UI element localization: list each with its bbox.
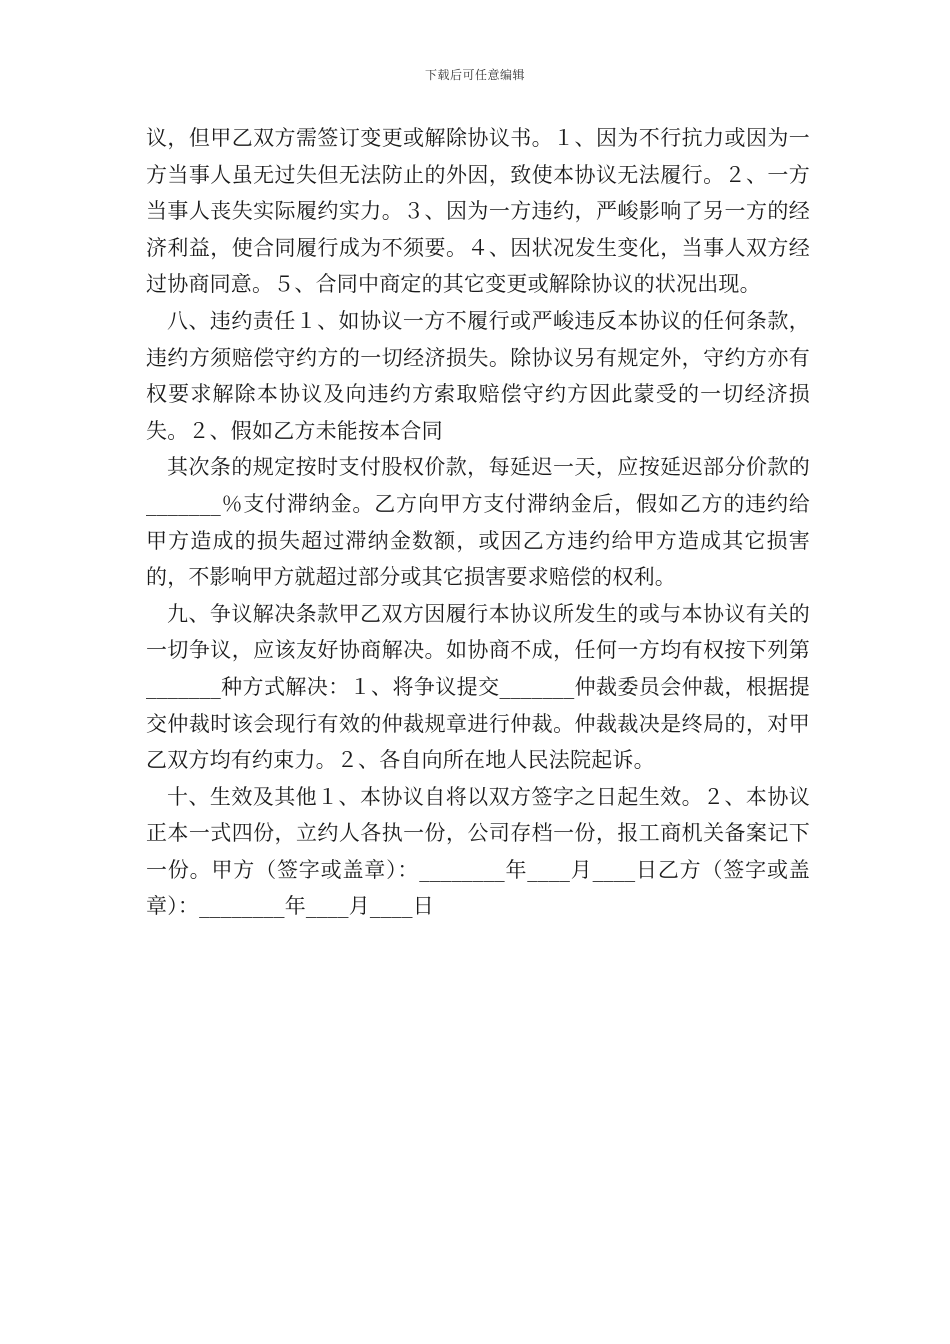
paragraph-effectiveness-signatures: 十、生效及其他１、本协议自将以双方签字之日起生效。２、本协议正本一式四份，立约人各执一份，公司存档一份，报工商机关备案记下一份。甲方（签字或盖章）：________年____月____日乙方（签字或盖章）：________年____月____日 <box>146 784 810 919</box>
paragraph-contract-termination: 议，但甲乙双方需签订变更或解除协议书。１、因为不行抗力或因为一方当事人虽无过失但无法防止的外因，致使本协议无法履行。２、一方当事人丧失实际履约实力。３、因为一方违约，严峻影响了另一方的经济利益，使合同履行成为不须要。４、因状况发生变化，当事人双方经过协商同意。５、合同中商定的其它变更或解除协议的状况出现。 <box>146 126 810 297</box>
paragraph-dispute-resolution: 九、争议解决条款甲乙双方因履行本协议所发生的或与本协议有关的一切争议，应该友好协商解决。如协商不成，任何一方均有权按下列第_______种方式解决：１、将争议提交_______仲裁委员会仲裁，根据提交仲裁时该会现行有效的仲裁规章进行仲裁。仲裁裁决是终局的，对甲乙双方均有约束力。２、各自向所在地人民法院起诉。 <box>146 601 810 773</box>
paragraph-breach-liability: 八、违约责任１、如协议一方不履行或严峻违反本协议的任何条款，违约方须赔偿守约方的一切经济损失。除协议另有规定外，守约方亦有权要求解除本协议及向违约方索取赔偿守约方因此蒙受的一切经济损失。２、假如乙方未能按本合同 <box>146 308 810 443</box>
paragraph-late-payment: 其次条的规定按时支付股权价款，每延迟一天，应按延迟部分价款的_______％支付滞纳金。乙方向甲方支付滞纳金后，假如乙方的违约给甲方造成的损失超过滞纳金数额，或因乙方违约给甲方造成其它损害的，不影响甲方就超过部分或其它损害要求赔偿的权利。 <box>146 455 810 590</box>
document-body <box>146 120 810 925</box>
page-header: 下载后可任意编辑 <box>424 68 525 82</box>
